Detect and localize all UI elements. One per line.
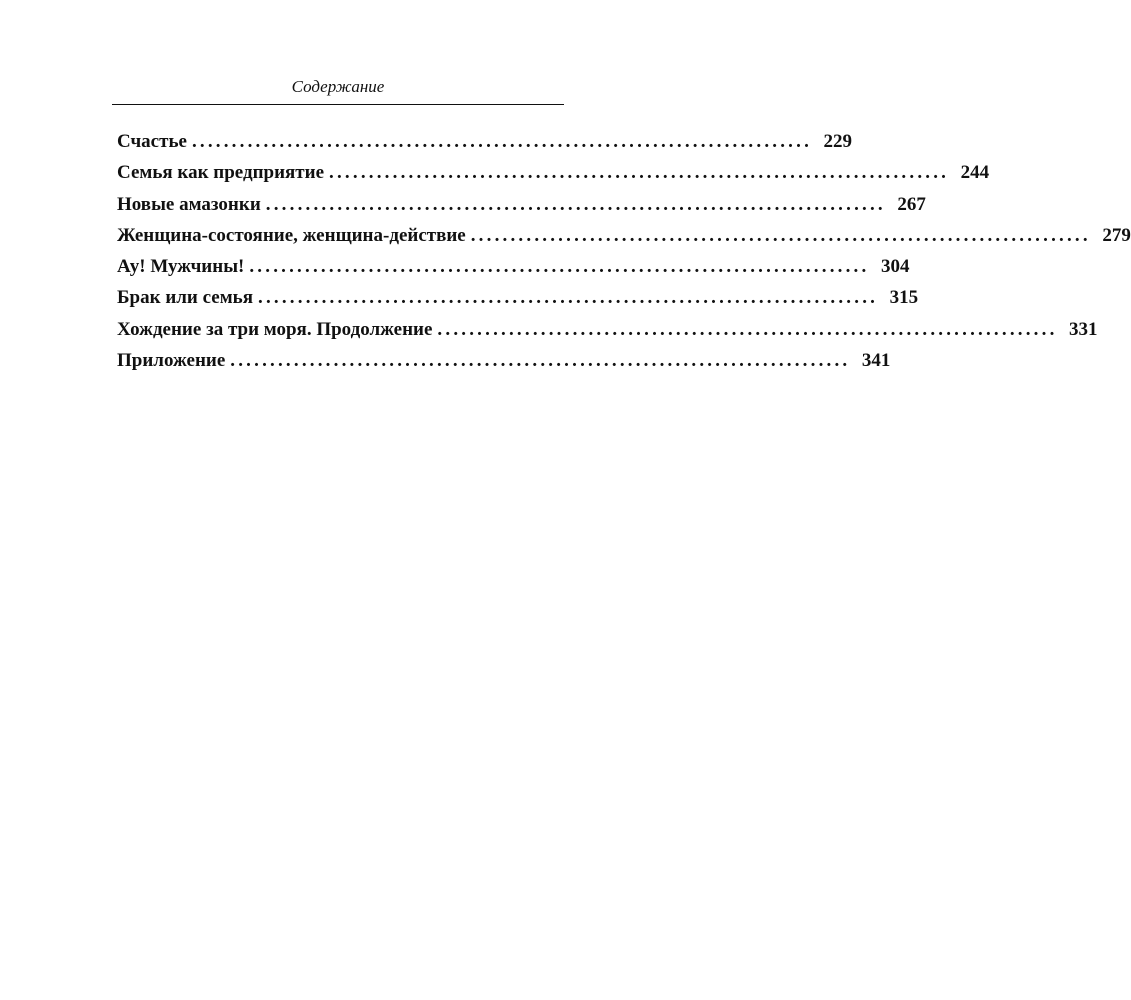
toc-entry-title: Приложение [117,350,226,372]
toc-entry [117,347,891,378]
toc-dot-leader: .............................................................................. [230,350,851,372]
running-head-title: Содержание [291,77,385,96]
header-rule [112,104,564,105]
toc-entry-page: 331 [1069,318,1098,340]
toc-entry-page: 341 [861,350,891,372]
toc-entry [117,316,1098,347]
table-of-contents [117,128,1131,378]
toc-entry [117,191,926,222]
toc-entry-title: Женщина-состояние, женщина-действие [117,224,466,246]
toc-entry-title: Хождение за три моря. Продолжение [117,318,433,340]
toc-entry [117,222,1131,253]
toc-entry-title: Семья как предприятие [117,162,325,184]
toc-entry-title: Счастье [117,131,187,152]
toc-dot-leader: .............................................................................. [249,256,870,278]
toc-entry-title: Ау! Мужчины! [117,256,245,278]
toc-entry [117,128,853,159]
toc-entry [117,253,910,284]
toc-dot-leader: .............................................................................. [191,131,813,152]
toc-dot-leader: .............................................................................. [265,193,886,215]
toc-dot-leader: .............................................................................. [258,287,879,309]
toc-entry-page: 315 [889,287,919,309]
toc-dot-leader: .............................................................................. [437,318,1058,340]
toc-entry-page: 279 [1102,224,1131,246]
toc-entry-page: 267 [897,193,926,215]
toc-entry [117,159,990,190]
toc-dot-leader: .............................................................................. [329,162,950,184]
toc-entry-page: 229 [823,131,853,152]
toc-entry [117,284,919,315]
toc-entry-title: Новые амазонки [117,193,261,215]
toc-entry-page: 244 [960,162,990,184]
toc-dot-leader: .............................................................................. [470,224,1091,246]
toc-entry-title: Брак или семья [117,287,253,309]
toc-entry-page: 304 [880,256,910,278]
